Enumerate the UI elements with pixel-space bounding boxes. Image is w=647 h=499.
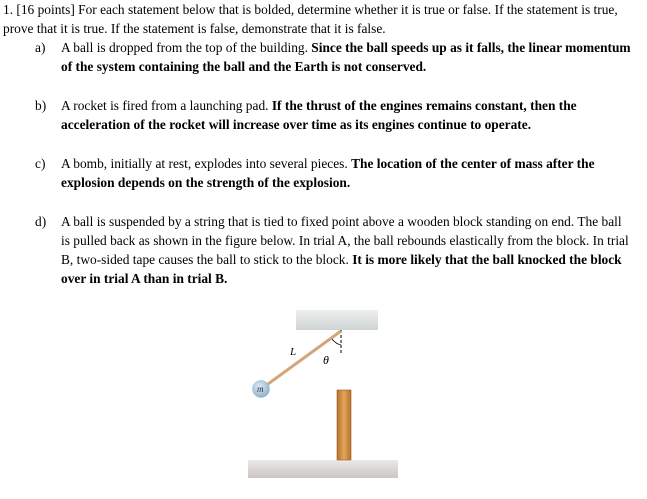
item-bold-statement: The location of the center of mass after the explosion depends on the strength of the explosion. [61, 156, 595, 190]
wooden-block [337, 390, 351, 460]
question-header [3, 0, 631, 38]
item-plain-text: A rocket is fired from a launching pad. [61, 98, 272, 113]
item-letter: b) [35, 98, 47, 113]
item-letter: c) [35, 156, 46, 171]
length-label: L [290, 346, 297, 358]
item-plain-text: A bomb, initially at rest, explodes into several pieces. [61, 156, 352, 171]
item-text [61, 96, 631, 134]
pendulum-string [268, 331, 341, 384]
item-bold-statement: It is more likely that the ball knocked the block over in trial A than in trial B. [61, 252, 622, 286]
item-bold-statement: If the thrust of the engines remains constant, then the acceleration of the rocket will increase over time as its engines continue to operate. [61, 98, 577, 132]
angle-arc [332, 339, 341, 345]
floor [248, 460, 398, 478]
item-text [61, 38, 631, 76]
question-instructions: For each statement below that is bolded, determine whether it is true or false. If the statement is true, prove that it is true. If the statement is false, demonstrate that it is false. [3, 2, 618, 36]
item-letter: a) [35, 40, 46, 55]
item-text [61, 154, 631, 192]
angle-label: θ [323, 353, 329, 367]
mass-label: m [257, 384, 264, 394]
item-d [37, 212, 631, 288]
item-plain-text: A ball is suspended by a string that is tied to fixed point above a wooden block standing on end. The ball is pulled back as shown in the figure below. In trial A, the ball rebounds elastically from the block. In trial B, two-sided tape causes the ball to stick to the block. [61, 214, 629, 267]
item-plain-text: A ball is dropped from the top of the building. [61, 40, 312, 55]
question-1 [3, 0, 631, 288]
ceiling [296, 310, 378, 330]
question-number: 1. [16 points] [3, 2, 79, 17]
item-bold-statement: Since the ball speeds up as it falls, the linear momentum of the system containing the ball and the Earth is not conserved. [61, 40, 631, 74]
pendulum-figure [240, 300, 400, 490]
item-c [37, 154, 631, 192]
item-text [61, 212, 631, 288]
item-b [37, 96, 631, 134]
item-letter: d) [35, 214, 47, 229]
item-a [37, 38, 631, 76]
